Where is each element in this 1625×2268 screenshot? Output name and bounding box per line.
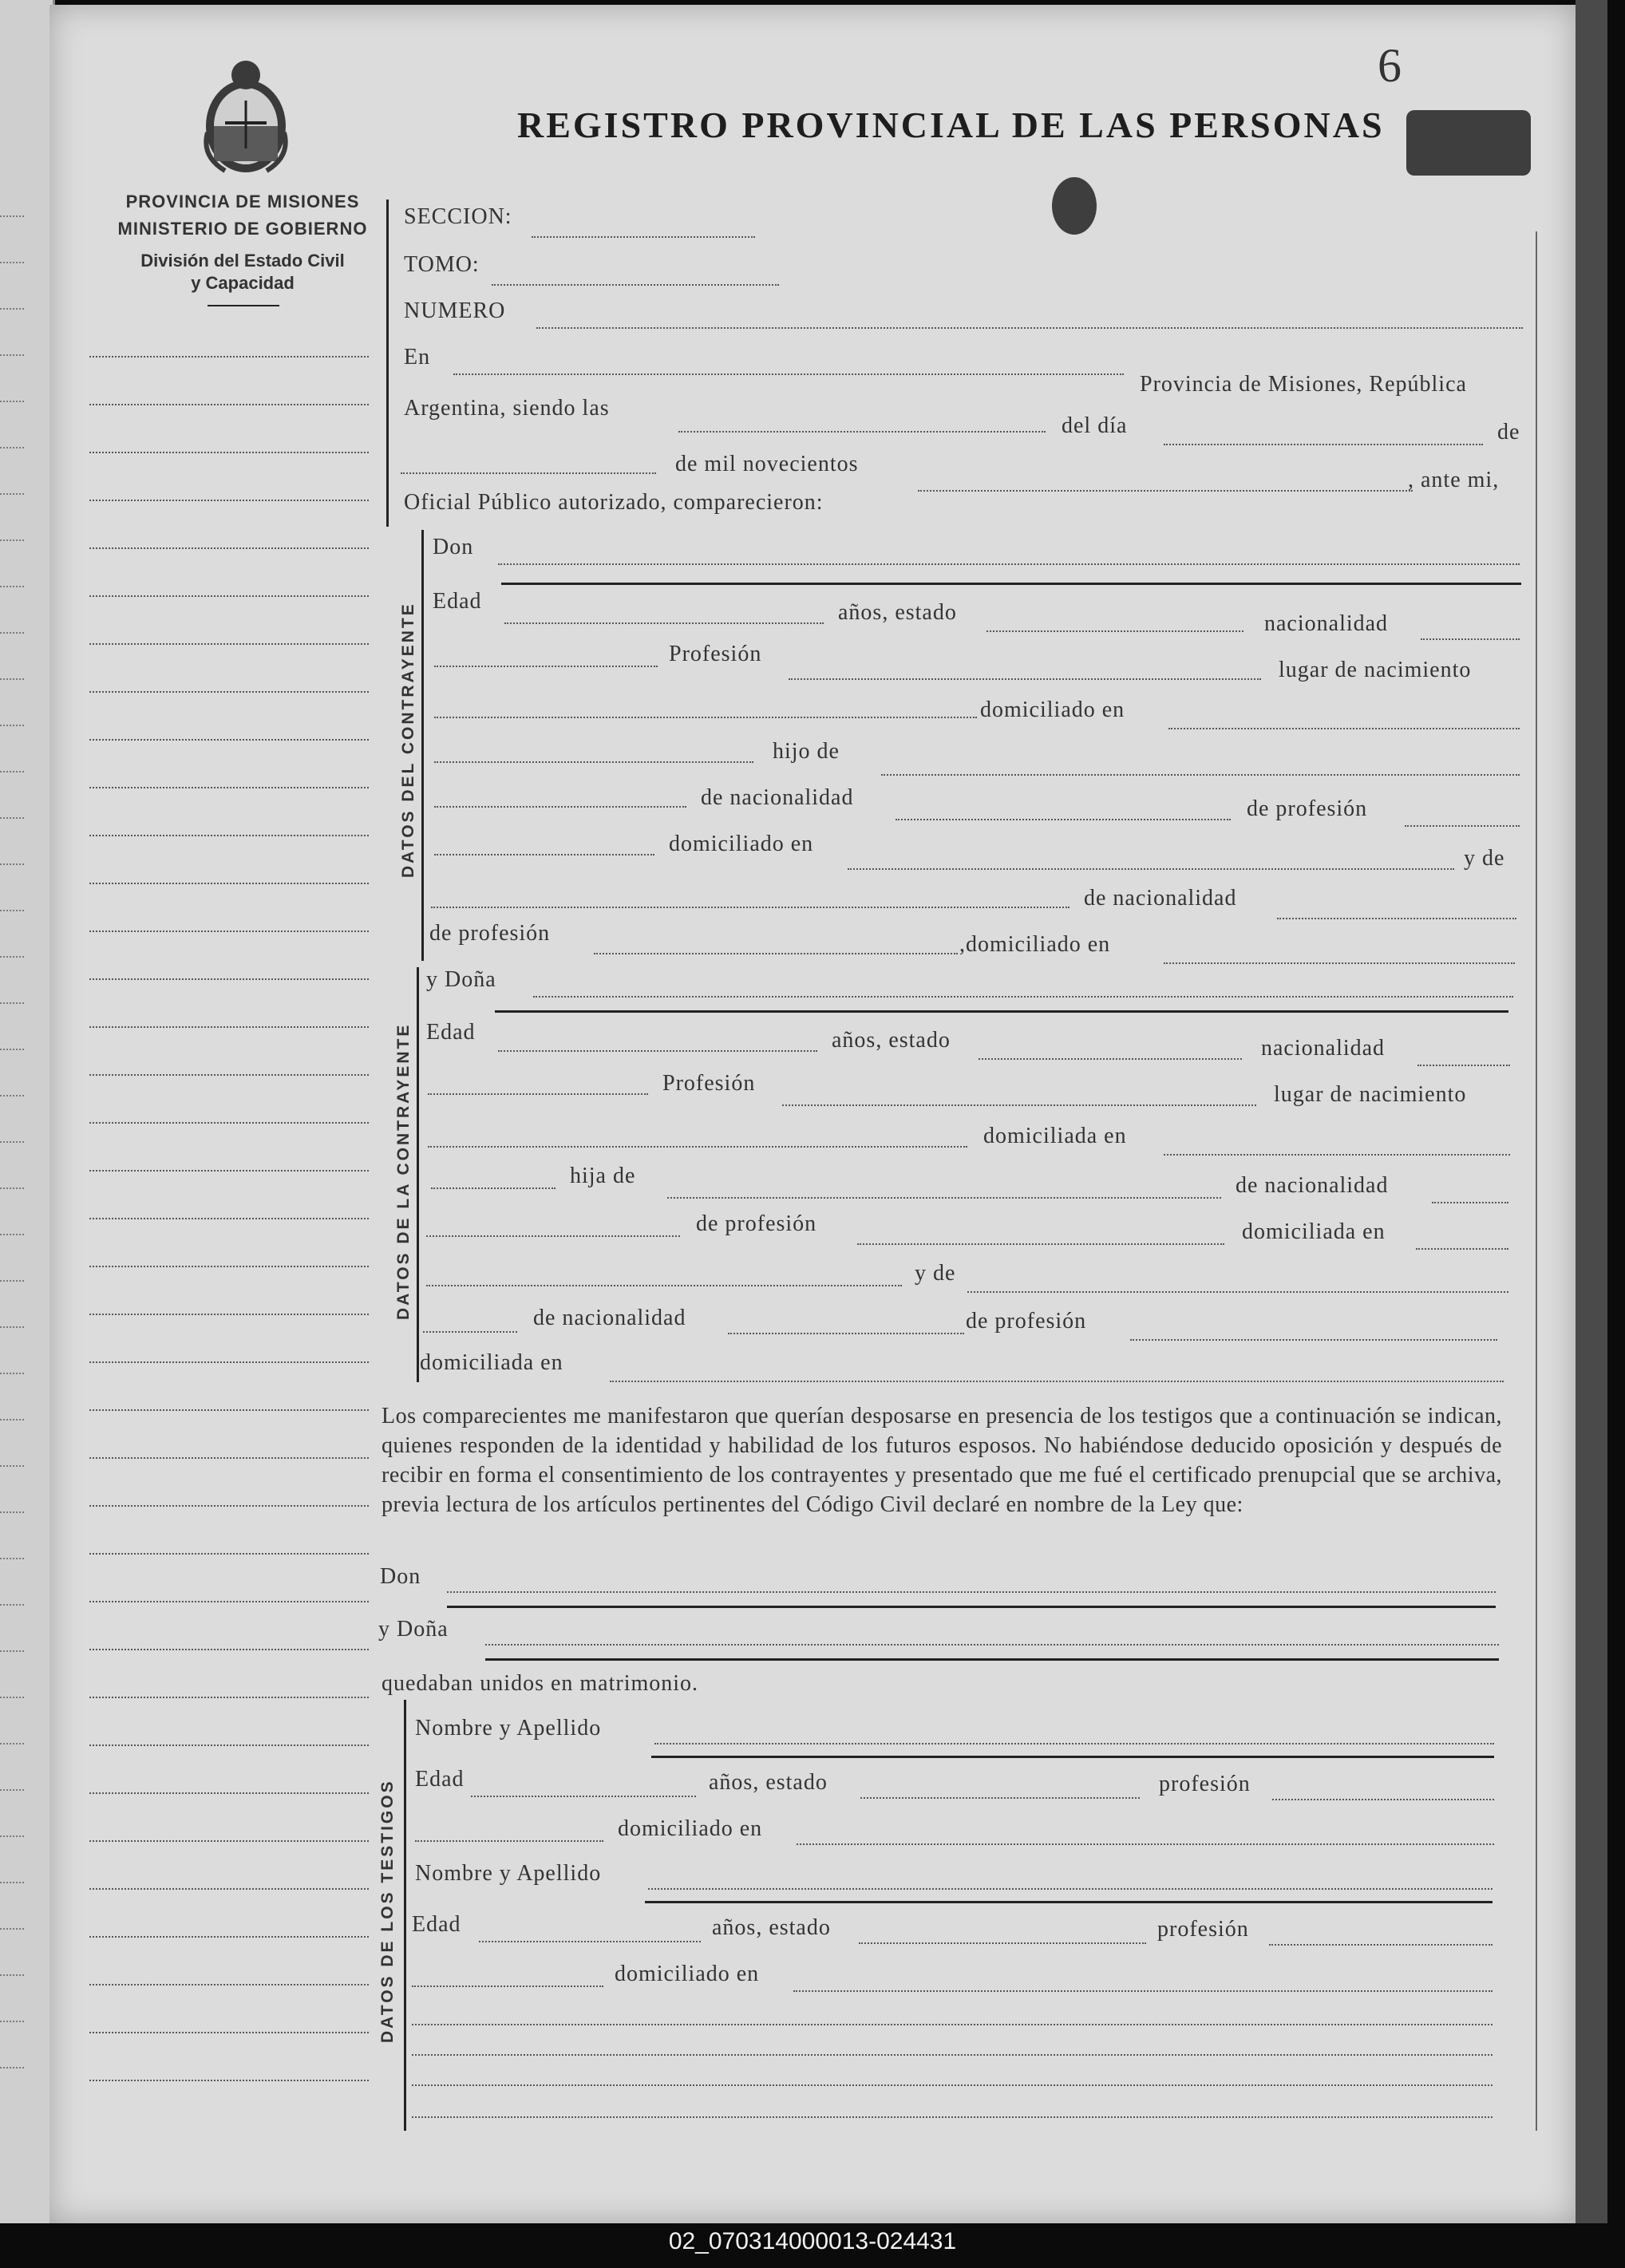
padre-f-domicilio-field bbox=[1416, 1248, 1508, 1250]
domicilio-field bbox=[1168, 728, 1520, 729]
hija-pre-field bbox=[431, 1187, 556, 1189]
anos-estado-f-label: años, estado bbox=[832, 1028, 951, 1053]
margin-line bbox=[89, 1649, 369, 1650]
page-number: 6 bbox=[1378, 39, 1402, 92]
seccion-field bbox=[532, 236, 755, 238]
binding-tick bbox=[0, 215, 24, 217]
testigos-blank-line bbox=[412, 2054, 1493, 2056]
margin-line bbox=[89, 1266, 369, 1267]
contrayenta-section-label: DATOS DE LA CONTRAYENTE bbox=[394, 1022, 413, 1320]
edad-label: Edad bbox=[433, 589, 482, 614]
testigo1-profesion-field bbox=[1272, 1799, 1494, 1800]
margin-line bbox=[89, 1984, 369, 1985]
ink-blot bbox=[1052, 177, 1097, 235]
madre-f-field bbox=[967, 1291, 1508, 1293]
contrayente-section-label: DATOS DEL CONTRAYENTE bbox=[399, 602, 417, 878]
binding-tick bbox=[0, 910, 24, 911]
don-label: Don bbox=[433, 535, 474, 559]
domiciliado-label: domiciliado en bbox=[980, 697, 1125, 722]
nacionalidad-f-field bbox=[1417, 1065, 1510, 1066]
book-edge bbox=[1576, 0, 1607, 2234]
testigo1-estado-field bbox=[860, 1797, 1140, 1799]
de-profesion-label: de profesión bbox=[1247, 796, 1368, 821]
binding-tick bbox=[0, 401, 24, 402]
estado-field bbox=[986, 630, 1243, 632]
nacionalidad-label: nacionalidad bbox=[1264, 611, 1389, 636]
padre-prof-cont-field bbox=[434, 854, 654, 855]
margin-line bbox=[89, 1361, 369, 1363]
testigo2-anos-estado-label: años, estado bbox=[712, 1915, 831, 1940]
book-binding bbox=[0, 0, 55, 2227]
binding-tick bbox=[0, 447, 24, 448]
de-nacionalidad-2-f-label: de nacionalidad bbox=[533, 1306, 686, 1330]
binding-tick bbox=[0, 1974, 24, 1976]
binding-tick bbox=[0, 586, 24, 587]
madre-f-profesion-field bbox=[1130, 1339, 1497, 1341]
y-dona-label: y Doña bbox=[426, 967, 496, 992]
numero-field bbox=[536, 327, 1523, 329]
document-page bbox=[49, 5, 1576, 2223]
hora-field bbox=[678, 431, 1046, 433]
testigo2-profesion-field bbox=[1269, 1944, 1493, 1946]
binding-tick bbox=[0, 1604, 24, 1606]
de-profesion-2-label: de profesión bbox=[429, 921, 551, 946]
de-nacionalidad-label: de nacionalidad bbox=[701, 785, 854, 810]
testigos-section-label: DATOS DE LOS TESTIGOS bbox=[378, 1779, 397, 2043]
margin-line bbox=[89, 452, 369, 453]
margin-line bbox=[89, 1026, 369, 1028]
argentina-label: Argentina, siendo las bbox=[404, 396, 610, 421]
binding-tick bbox=[0, 1234, 24, 1235]
testigo2-profesion-label: profesión bbox=[1157, 1917, 1249, 1942]
margin-line bbox=[89, 787, 369, 788]
nacionalidad-field bbox=[1421, 638, 1520, 640]
margin-line bbox=[89, 1218, 369, 1219]
binding-tick bbox=[0, 1373, 24, 1374]
ink-stamp bbox=[1406, 110, 1531, 176]
domiciliada-2-label: domiciliada en bbox=[1242, 1219, 1386, 1244]
testigo2-estado-field bbox=[859, 1942, 1146, 1944]
margin-line bbox=[89, 1314, 369, 1315]
domiciliada-3-label: domiciliada en bbox=[420, 1350, 563, 1375]
madre-nacionalidad-field bbox=[1277, 918, 1516, 919]
margin-line bbox=[89, 547, 369, 549]
margin-line bbox=[89, 1744, 369, 1746]
binding-tick bbox=[0, 1743, 24, 1744]
institution-line-2: MINISTERIO DE GOBIERNO bbox=[117, 219, 368, 239]
testigo1-nombre-field bbox=[654, 1743, 1494, 1744]
margin-line bbox=[89, 1553, 369, 1555]
binding-tick bbox=[0, 1928, 24, 1930]
margin-line bbox=[89, 500, 369, 501]
margin-line bbox=[89, 1792, 369, 1794]
oficial-label: Oficial Público autorizado, comparecieron: bbox=[404, 490, 824, 515]
ante-mi-label: , ante mi, bbox=[1408, 468, 1500, 492]
binding-tick bbox=[0, 725, 24, 726]
institution-line-4: y Capacidad bbox=[191, 273, 295, 293]
binding-tick bbox=[0, 678, 24, 680]
declaration-don-label: Don bbox=[380, 1564, 421, 1589]
numero-label: NUMERO bbox=[404, 298, 506, 323]
testigo2-nombre-underline bbox=[645, 1901, 1493, 1903]
margin-line bbox=[89, 595, 369, 597]
binding-tick bbox=[0, 308, 24, 310]
binding-tick bbox=[0, 1049, 24, 1050]
provincia-label: Provincia de Misiones, República bbox=[1140, 372, 1467, 397]
institution-line-1: PROVINCIA DE MISIONES bbox=[125, 192, 360, 211]
unidos-label: quedaban unidos en matrimonio. bbox=[382, 1671, 699, 1696]
en-label: En bbox=[404, 345, 431, 369]
testigo2-edad-field bbox=[479, 1941, 701, 1942]
tomo-field bbox=[492, 284, 779, 286]
testigo2-domiciliado-label: domiciliado en bbox=[615, 1962, 760, 1986]
padre-f-dom-cont-field bbox=[426, 1285, 902, 1286]
vertical-rule-right bbox=[1536, 231, 1537, 2131]
margin-line bbox=[89, 1122, 369, 1124]
margin-line bbox=[89, 643, 369, 645]
binding-tick bbox=[0, 1002, 24, 1004]
domicilio-f-field bbox=[1164, 1154, 1510, 1156]
edad-f-field bbox=[498, 1050, 817, 1052]
declaration-don-field bbox=[447, 1591, 1496, 1593]
national-coat-of-arms-icon bbox=[201, 53, 291, 176]
testigo2-edad-label: Edad bbox=[412, 1912, 461, 1937]
profesion-pre-field bbox=[434, 666, 658, 667]
margin-line bbox=[89, 883, 369, 884]
testigos-blank-line bbox=[412, 2116, 1493, 2118]
binding-tick bbox=[0, 2021, 24, 2022]
vertical-rule bbox=[386, 200, 389, 527]
de-nacionalidad-f-label: de nacionalidad bbox=[1236, 1173, 1389, 1198]
de-profesion-f-label: de profesión bbox=[696, 1211, 817, 1236]
page-title: REGISTRO PROVINCIAL DE LAS PERSONAS bbox=[517, 105, 1385, 145]
padre-profesion-field bbox=[1405, 825, 1520, 827]
de-label: de bbox=[1497, 420, 1520, 445]
testigo2-nombre-label: Nombre y Apellido bbox=[415, 1861, 602, 1886]
declaration-paragraph: Los comparecientes me manifestaron que querían desposarse en presencia de los testigos que a continuación se indican, quienes responden de la identidad y habilidad de los futuros esposos. No habiéndose deducido oposición y después de recibir en forma el consentimiento de los contrayentes y presentado que me fué el certificado prenupcial que se archiva, previa lectura de los artículos pertinentes del Código Civil declaré en nombre de la Ley que: bbox=[382, 1404, 1502, 1517]
binding-tick bbox=[0, 1141, 24, 1143]
binding-tick bbox=[0, 632, 24, 634]
testigos-blank-line bbox=[412, 2084, 1493, 2086]
padre-nacionalidad-field bbox=[896, 819, 1231, 820]
padre-domicilio-field bbox=[848, 868, 1454, 870]
hijo-pre-field bbox=[434, 761, 753, 763]
binding-tick bbox=[0, 1326, 24, 1328]
profesion-f-field bbox=[782, 1104, 1256, 1106]
profesion-f-pre-field bbox=[428, 1093, 648, 1095]
declaration-dona-label: y Doña bbox=[378, 1617, 449, 1642]
binding-tick bbox=[0, 771, 24, 772]
mes-field bbox=[401, 472, 656, 474]
testigo1-domiciliado-label: domiciliado en bbox=[618, 1816, 763, 1841]
margin-line bbox=[89, 1697, 369, 1698]
edad-f-label: Edad bbox=[426, 1020, 476, 1045]
don-field bbox=[498, 563, 1520, 565]
lugar-label: lugar de nacimiento bbox=[1279, 658, 1472, 682]
binding-tick bbox=[0, 1187, 24, 1189]
binding-tick bbox=[0, 1835, 24, 1837]
profesion-f-label: Profesión bbox=[662, 1071, 756, 1096]
profesion-label: Profesión bbox=[669, 642, 762, 666]
madre-f-pre-field bbox=[423, 1331, 517, 1333]
hija-de-label: hija de bbox=[570, 1164, 636, 1188]
testigo1-edad-label: Edad bbox=[415, 1767, 465, 1792]
dona-field bbox=[533, 996, 1513, 998]
margin-line bbox=[89, 1409, 369, 1411]
testigo1-dom-pre-field bbox=[415, 1840, 603, 1842]
institution-underline bbox=[208, 305, 279, 306]
seccion-label: SECCION: bbox=[404, 204, 512, 229]
binding-tick bbox=[0, 1419, 24, 1420]
margin-line bbox=[89, 1840, 369, 1842]
testigo2-dom-pre-field bbox=[412, 1985, 603, 1987]
padre-f-nacionalidad-field bbox=[1432, 1202, 1508, 1203]
de-nacionalidad-2-label: de nacionalidad bbox=[1084, 886, 1237, 911]
de-profesion-2-f-label: de profesión bbox=[966, 1309, 1087, 1334]
margin-line bbox=[89, 404, 369, 405]
margin-line bbox=[89, 835, 369, 836]
testigo1-edad-field bbox=[471, 1796, 696, 1797]
en-field bbox=[453, 373, 1124, 375]
padre-f-cont-field bbox=[426, 1235, 680, 1237]
binding-tick bbox=[0, 817, 24, 819]
lugar-f-label: lugar de nacimiento bbox=[1274, 1082, 1467, 1107]
padre-cont-field bbox=[434, 806, 686, 808]
testigo1-domicilio-field bbox=[797, 1843, 1494, 1845]
y-de-label: y de bbox=[1464, 846, 1505, 871]
binding-tick bbox=[0, 1511, 24, 1513]
hijo-de-label: hijo de bbox=[773, 739, 840, 764]
mil-label: de mil novecientos bbox=[675, 452, 859, 476]
dona-underline bbox=[495, 1010, 1508, 1013]
anos-estado-label: años, estado bbox=[838, 600, 957, 625]
binding-tick bbox=[0, 262, 24, 263]
binding-tick bbox=[0, 863, 24, 865]
testigo1-nombre-label: Nombre y Apellido bbox=[415, 1716, 602, 1741]
testigo2-domicilio-field bbox=[793, 1990, 1493, 1992]
margin-line bbox=[89, 1457, 369, 1459]
margin-line bbox=[89, 1170, 369, 1172]
institution-line-3: División del Estado Civil bbox=[140, 251, 345, 271]
y-de-f-label: y de bbox=[915, 1261, 956, 1286]
dia-field bbox=[1164, 444, 1483, 445]
binding-tick bbox=[0, 1280, 24, 1282]
profesion-field bbox=[789, 678, 1261, 680]
testigos-bracket bbox=[404, 1700, 406, 2131]
margin-line bbox=[89, 691, 369, 693]
estado-f-field bbox=[979, 1058, 1242, 1060]
anio-field bbox=[918, 490, 1413, 492]
margin-line bbox=[89, 739, 369, 741]
testigo1-nombre-underline bbox=[651, 1756, 1494, 1758]
padre-field bbox=[881, 774, 1520, 776]
margin-line bbox=[89, 1601, 369, 1602]
testigo1-profesion-label: profesión bbox=[1159, 1772, 1251, 1796]
padre-f-profesion-field bbox=[857, 1243, 1224, 1245]
contrayente-bracket bbox=[421, 530, 424, 961]
binding-tick bbox=[0, 493, 24, 495]
del-dia-label: del día bbox=[1062, 413, 1128, 438]
madre-f-domicilio-field bbox=[610, 1381, 1504, 1382]
binding-tick bbox=[0, 2067, 24, 2068]
lugar-f-field bbox=[428, 1146, 967, 1148]
don-underline bbox=[501, 583, 1521, 585]
testigo2-nombre-field bbox=[648, 1888, 1493, 1890]
margin-line bbox=[89, 1074, 369, 1076]
declaration-dona-underline bbox=[485, 1658, 1499, 1661]
testigos-blank-line bbox=[412, 2024, 1493, 2025]
lugar-field bbox=[434, 717, 977, 718]
margin-line bbox=[89, 978, 369, 980]
margin-line bbox=[89, 1888, 369, 1890]
binding-tick bbox=[0, 1095, 24, 1096]
binding-tick bbox=[0, 1465, 24, 1467]
padre-f-field bbox=[667, 1197, 1221, 1199]
declaration-dona-field bbox=[485, 1644, 1499, 1646]
binding-tick bbox=[0, 1558, 24, 1559]
tomo-label: TOMO: bbox=[404, 252, 480, 277]
madre-profesion-field bbox=[594, 953, 958, 954]
testigo1-anos-estado-label: años, estado bbox=[709, 1770, 828, 1795]
binding-tick bbox=[0, 1650, 24, 1652]
margin-line bbox=[89, 1936, 369, 1938]
binding-tick bbox=[0, 354, 24, 356]
madre-domicilio-field bbox=[1164, 962, 1515, 964]
binding-tick bbox=[0, 1697, 24, 1698]
nacionalidad-f-label: nacionalidad bbox=[1261, 1036, 1386, 1061]
footer-reference: 02_070314000013-024431 bbox=[668, 2228, 957, 2254]
margin-line bbox=[89, 356, 369, 358]
domiciliado-3-label: ,domiciliado en bbox=[959, 932, 1111, 957]
margin-line bbox=[89, 2032, 369, 2033]
binding-tick bbox=[0, 956, 24, 958]
margin-line bbox=[89, 1505, 369, 1507]
declaration-don-underline bbox=[447, 1606, 1496, 1608]
binding-tick bbox=[0, 1882, 24, 1883]
domiciliado-2-label: domiciliado en bbox=[669, 832, 814, 856]
edad-field bbox=[504, 622, 824, 624]
binding-tick bbox=[0, 539, 24, 541]
margin-line bbox=[89, 2080, 369, 2081]
madre-f-nacionalidad-field bbox=[728, 1333, 964, 1334]
margin-line bbox=[89, 931, 369, 932]
contrayenta-bracket bbox=[417, 967, 419, 1382]
madre-field bbox=[431, 907, 1069, 908]
domiciliada-label: domiciliada en bbox=[983, 1124, 1127, 1148]
binding-tick bbox=[0, 1789, 24, 1791]
